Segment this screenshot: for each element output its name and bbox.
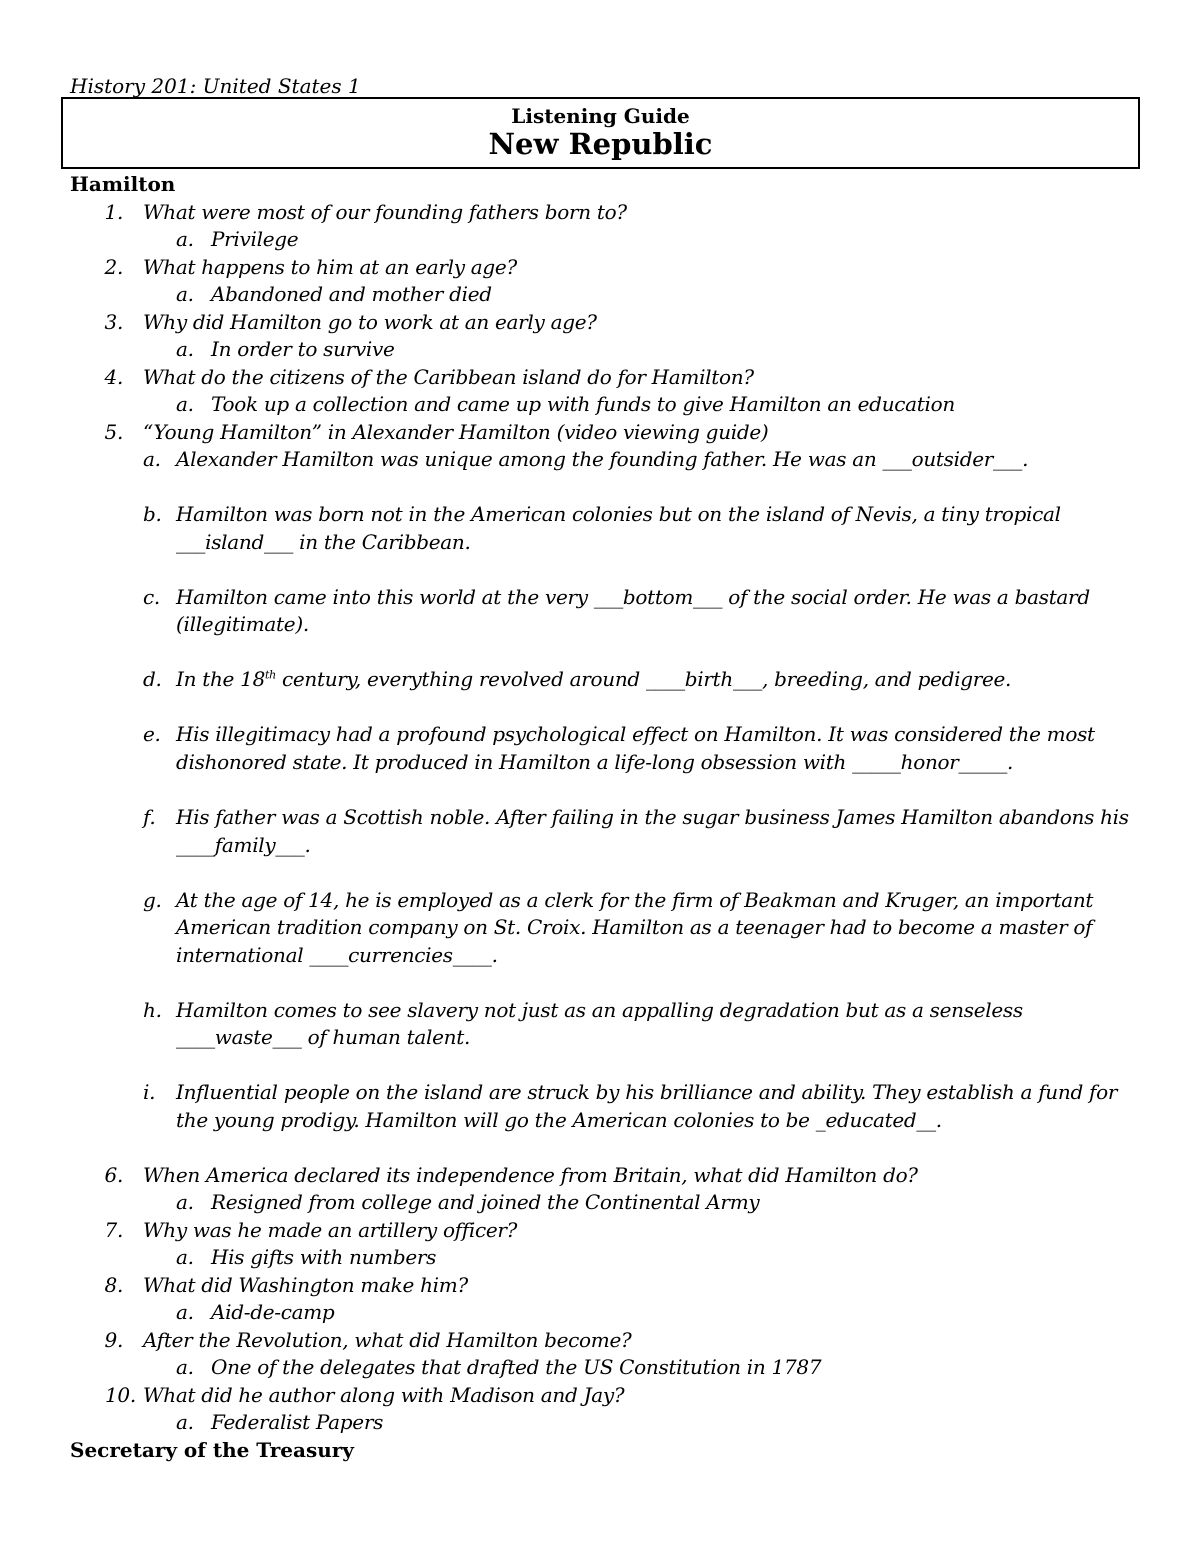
- section-heading-treasury: Secretary of the Treasury: [70, 1438, 354, 1462]
- document-page: History 201: United States 1 Listening Guide New Republic Hamilton 1. What were most of our founding fathers born to? a. Privilege 2. What happens to him at an early age? a. Abandoned and mother died 3. Why did Hamilton go to work at an early age? a. In order to survive 4. What do the citizens of the Caribbean island do for Hamilton? a. Took up a collection and came up with funds to give Hamilton an education 5. “Young Hamilton” in Alexander Hamilton (video viewing guide) a. Alexander Hamilton was unique among the founding father. He was an ___outsider___. b. Hamilton was born not in the American colonies but on the island of Nevis, a tiny tropical ___island___ in the Caribbean. c. Hamilton came into this world at the very ___bottom___ of the social order. He was a bastard (illegitimate). d. In the 18th century, everything revolved around ____birth___, breeding, and pedigree. e. His illegitimacy had a profound psychological effect on Hamilton. It was considered the most dishonored state. It produced in Hamilton a life-long obsession with _____honor_____. f. His father was a Scottish noble. After failing in the sugar business James Hamilton abandons his ____family___. g. At the age of 14, he is employed as a clerk for the firm of Beakman and Kruger, an important American tradition company on St. Croix. Hamilton as a teenager had to become a master of international ____currencies____. h. Hamilton comes to see slavery not just as an appalling degradation but as a senseless ____waste___ of human talent. i. Influential people on the island are struck by his brilliance and ability. They establish a fund for the young prodigy. Hamilton will go the American colonies to be _educated__. 6. When America declared its independence from Britain, what did Hamilton do? a. Resigned from college and joined the Continental Army 7. Why was he made an artillery officer? a. His gifts with numbers 8. What did Washington make him? a. Aid-de-camp 9. After the Revolution, what did Hamilton become? a. One of the delegates that drafted the US Constitution in 1787 10. What did he author along with Madison and Jay? a. Federalist Papers Secretary of the Treasury: [0, 0, 1200, 1553]
- guide-title: New Republic: [488, 127, 713, 161]
- guide-subtitle: Listening Guide: [511, 104, 690, 128]
- title-box: [61, 97, 1140, 169]
- course-header: History 201: United States 1: [70, 74, 361, 98]
- section-heading-hamilton: Hamilton: [70, 172, 176, 196]
